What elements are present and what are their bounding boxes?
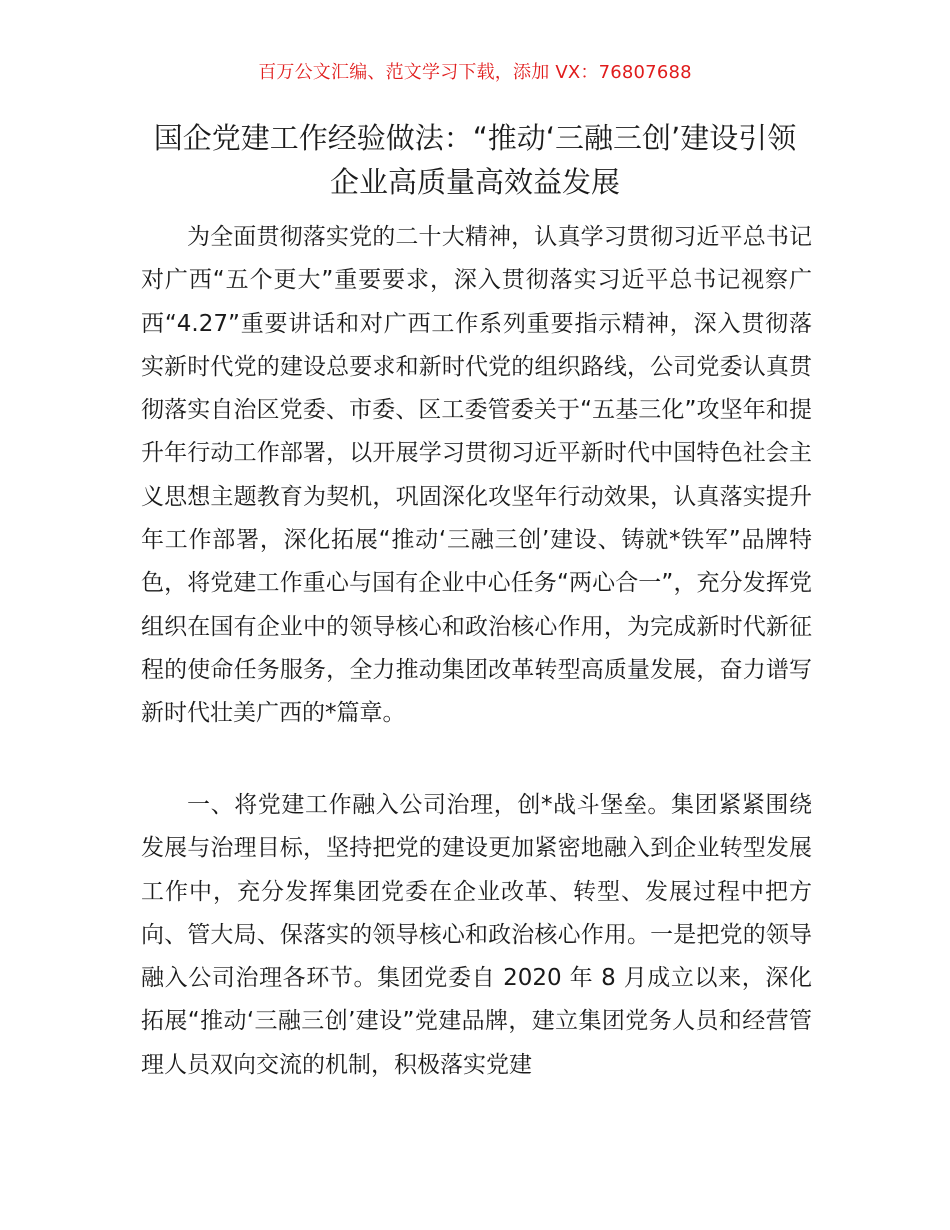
header-note: 百万公文汇编、范文学习下载，添加 VX：76807688 — [258, 62, 692, 83]
paragraph-intro: 为全面贯彻落实党的二十大精神，认真学习贯彻习近平总书记对广西“五个更大”重要要求，深入贯彻落实习近平总书记视察广西“4.27”重要讲话和对广西工作系列重要指示精神，深入贯彻落实新时代党的建设总要求和新时代党的组织路线，公司党委认真贯彻落实自治区党委、市委、区工委管委关于“五基三化”攻坚年和提升年行动工作部署，以开展学习贯彻习近平新时代中国特色社会主义思想主题教育为契机，巩固深化攻坚年行动效果，认真落实提升年工作部署，深化拓展“推动‘三融三创’建设、铸就*铁军”品牌特色，将党建工作重心与国有企业中心任务“两心合一”，充分发挥党组织在国有企业中的领导核心和政治核心作用，为完成新时代新征程的使命任务服务，全力推动集团改革转型高质量发展，奋力谱写新时代壮美广西的*篇章。 — [141, 224, 812, 727]
paragraph-section-one: 一、将党建工作融入公司治理，创*战斗堡垒。集团紧紧围绕发展与治理目标，坚持把党的建设更加紧密地融入到企业转型发展工作中，充分发挥集团党委在企业改革、转型、发展过程中把方向、管大局、保落实的领导核心和政治核心作用。一是把党的领导融入公司治理各环节。集团党委自 2020 年 8 月成立以来，深化拓展“推动‘三融三创’建设”党建品牌，建立集团党务人员和经营管理人员双向交流的机制，积极落实党建 — [141, 792, 812, 1078]
document-title: 国企党建工作经验做法：“推动‘三融三创’建设引领企业高质量高效益发展 — [153, 121, 797, 199]
